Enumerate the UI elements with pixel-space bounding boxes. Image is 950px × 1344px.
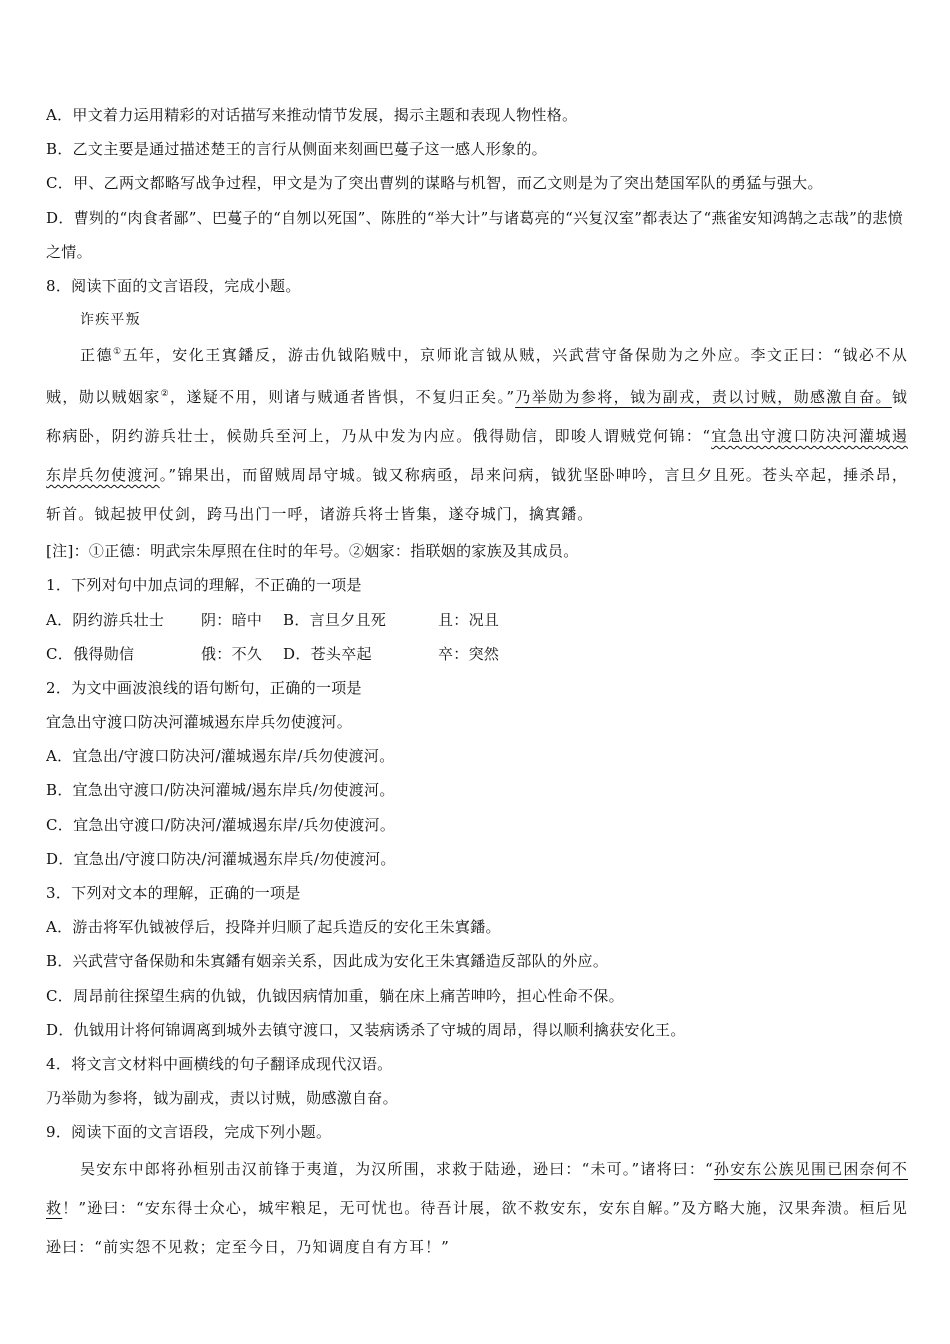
footnote-marker: ② <box>160 389 171 400</box>
passage-text: ！”逊曰：“安东得士众心，城牢粮足，无可忧也。待吾计展，欲不救安东，安东自解。”及方略大施，汉果奔溃。桓后见逊曰：“前实怨不见救；定至今日，乃知调度自有方耳！” <box>46 1198 908 1256</box>
sub1-option-c: C．俄得勋信 <box>46 644 135 663</box>
sub3-option-a: A．游击将军仇钺被俘后，投降并归顺了起兵造反的安化王朱寘鐇。 <box>46 918 501 937</box>
sub4-stem: 4．将文言文材料中画横线的句子翻译成现代汉语。 <box>46 1054 393 1073</box>
sub2-option-b: B．宜急出守渡口/防决河灌城/遏东岸兵/勿使渡河。 <box>46 781 395 800</box>
q7-option-c: C．甲、乙两文都略写战争过程，甲文是为了突出曹刿的谋略与机智，而乙文则是为了突出楚国军队的勇猛与强大。 <box>46 174 823 193</box>
sub1-gloss-c: 俄：不久 <box>201 644 263 663</box>
footnote-marker: ① <box>113 347 123 358</box>
q8-passage <box>46 333 908 534</box>
passage-text: 钺称病卧，阴约游兵壮士，候勋兵至河上，乃从中发为内应。俄得勋信，即唆人谓贼党何锦：“ <box>46 388 909 446</box>
sub2-option-d: D．宜急出/守渡口防决/河灌城遏东岸兵/勿使渡河。 <box>46 849 396 868</box>
passage-text: 。”锦果出，而留贼周昂守城。钺又称病亟，昂来问病，钺犹坚卧呻吟，言旦夕且死。苍头卒起，捶杀昂，斩首。钺起披甲仗剑，跨马出门一呼，诸游兵将士皆集，遂夺城门，擒寘鐇。 <box>46 466 909 524</box>
sub1-gloss-a: 阴：暗中 <box>201 610 263 629</box>
sub1-option-d: D．苍头卒起 <box>283 644 372 663</box>
passage-text: 正德 <box>80 346 114 365</box>
sub1-row <box>46 637 908 671</box>
sub1-stem: 1．下列对句中加点词的理解，不正确的一项是 <box>46 576 362 595</box>
sub1-gloss-d: 卒：突然 <box>438 644 500 663</box>
sub4-sentence: 乃举勋为参将，钺为副戎，责以讨贼，勋感激自奋。 <box>46 1089 398 1108</box>
q7-option-a: A．甲文着力运用精彩的对话描写来推动情节发展，揭示主题和表现人物性格。 <box>46 106 578 124</box>
q7-option-d: D．曹刿的“肉食者鄙”、巴蔓子的“自刎以死国”、陈胜的“举大计”与诸葛亮的“兴复汉室”都表达了“燕雀安知鸿鹄之志哉”的悲愤之情。 <box>46 208 904 261</box>
sub3-option-b: B．兴武营守备保勋和朱寘鐇有姻亲关系，因此成为安化王朱寘鐇造反部队的外应。 <box>46 952 609 971</box>
sub1-option-b: B．言旦夕且死 <box>283 610 387 629</box>
document-page <box>46 98 908 1267</box>
sub2-sentence: 宜急出守渡口防决河灌城遏东岸兵勿使渡河。 <box>46 713 353 732</box>
wavy-underlined-sentence: 宜急出守渡口防决河灌城遏东岸兵勿使渡河 <box>46 427 908 485</box>
sub2-option-c: C．宜急出守渡口/防决河/灌城遏东岸/兵勿使渡河。 <box>46 815 396 834</box>
passage-text: 吴安东中郎将孙桓别击汉前锋于夷道，为汉所围，求救于陆逊，逊曰：“未可。”诸将曰：“ <box>80 1159 714 1178</box>
sub3-option-c: C．周昂前往探望生病的仇钺，仇钺因病情加重，躺在床上痛苦呻吟，担心性命不保。 <box>46 986 624 1005</box>
passage-note: [注]：①正德：明武宗朱厚照在住时的年号。②姻家：指联姻的家族及其成员。 <box>46 542 579 561</box>
q7-option-b: B．乙文主要是通过描述楚王的言行从侧面来刻画巴蔓子这一感人形象的。 <box>46 140 547 159</box>
underlined-sentence: 乃举勋为参将，钺为副戎，责以讨贼，勋感激自奋。 <box>515 388 892 407</box>
q8-intro: 8．阅读下面的文言语段，完成小题。 <box>46 276 301 295</box>
sub3-option-d: D．仇钺用计将何锦调离到城外去镇守渡口，又装病诱杀了守城的周昂，得以顺利擒获安化王。 <box>46 1020 686 1039</box>
q9-passage <box>46 1150 908 1267</box>
passage-text: 五年，安化王寘鐇反，游击仇钺陷贼中，京师讹言钺从贼，兴武营守备保勋为之外应。李文正曰：“钺必不从贼，勋以贼姻家 <box>46 346 908 407</box>
sub1-gloss-b: 且：况且 <box>438 610 500 629</box>
passage-text: ，遂疑不用，则诸与贼通者皆惧，不复归正矣。” <box>170 388 516 407</box>
sub1-option-a: A．阴约游兵壮士 <box>46 610 165 629</box>
q9-intro: 9．阅读下面的文言语段，完成下列小题。 <box>46 1123 332 1142</box>
sub1-row <box>46 603 908 637</box>
sub2-option-a: A．宜急出/守渡口防决河/灌城遏东岸/兵勿使渡河。 <box>46 747 395 766</box>
sub2-stem: 2．为文中画波浪线的语句断句，正确的一项是 <box>46 678 362 697</box>
sub3-stem: 3．下列对文本的理解，正确的一项是 <box>46 884 301 903</box>
passage-title: 诈疾平叛 <box>80 312 141 329</box>
underlined-sentence: 孙安东公族见围已困奈何不救 <box>46 1159 909 1217</box>
